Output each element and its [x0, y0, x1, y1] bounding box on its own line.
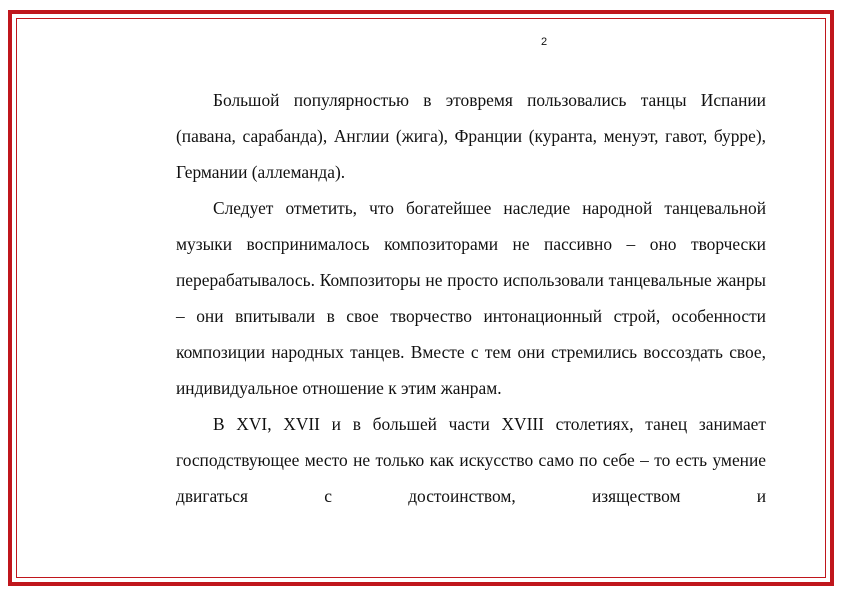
paragraph-3: В XVI, XVII и в большей части XVIII столетиях, танец занимает господствующее место не только как искусство само по себе – то есть умение двигаться с достоинством, изяществом и: [176, 414, 766, 506]
document-text: [176, 82, 766, 514]
paragraph-1: Большой популярностью в этовремя пользовались танцы Испании (павана, сарабанда), Англии (жига), Франции (куранта, менуэт, гавот, бурре), Германии (аллеманда).: [176, 90, 766, 182]
page-number: 2: [540, 36, 548, 48]
paragraph-2: Следует отметить, что богатейшее наследие народной танцевальной музыки воспринималось композиторами не пассивно – оно творчески перерабатывалось. Композиторы не просто использовали танцевальные жанры – они впитывали в свое творчество интонационный строй, особенности композиции народных танцев. Вместе с тем они стремились воссоздать свое, индивидуальное отношение к этим жанрам.: [176, 198, 766, 398]
